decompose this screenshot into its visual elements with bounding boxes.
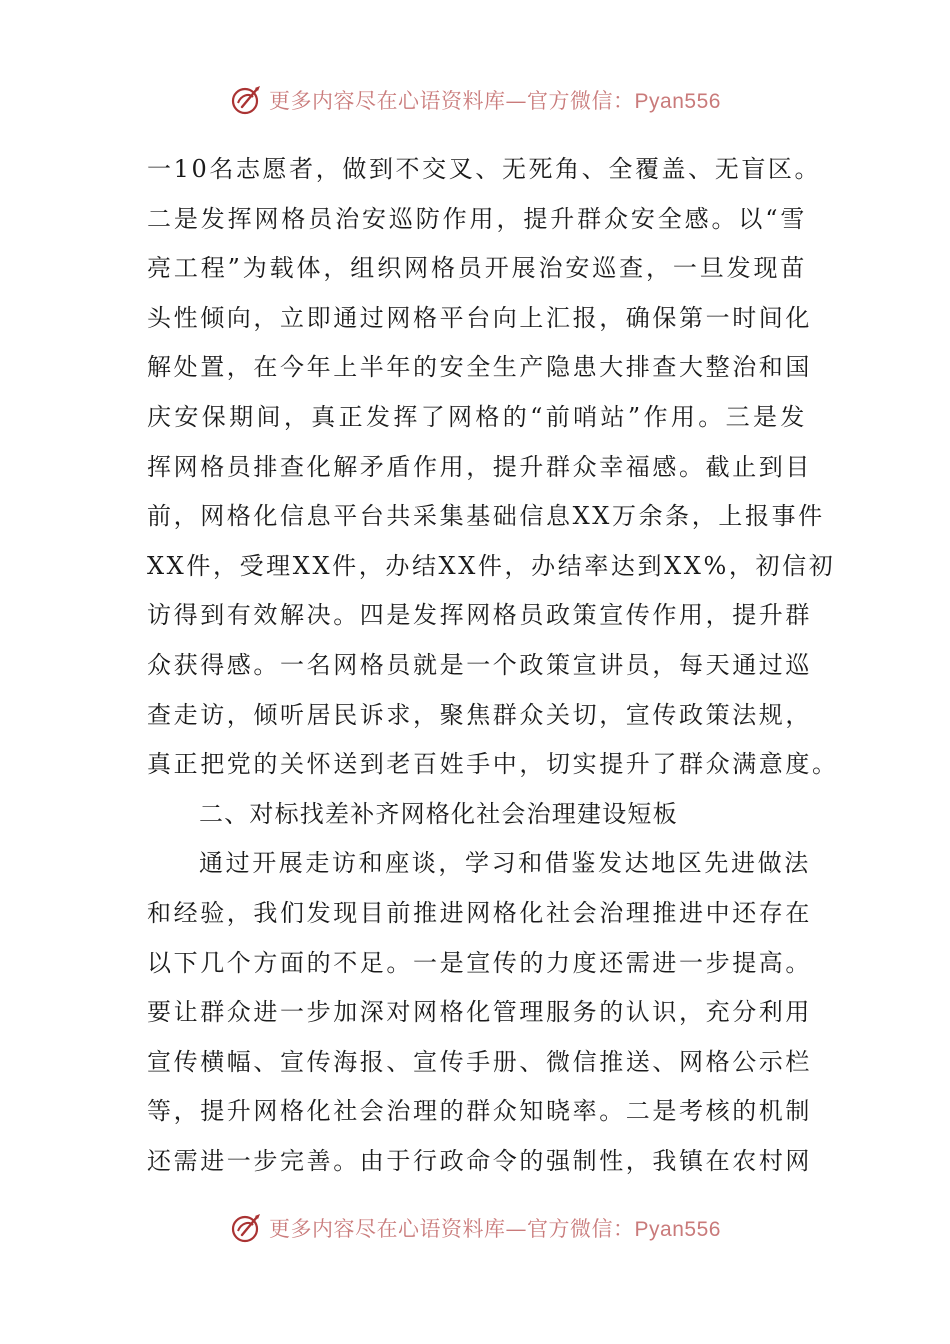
logo-icon — [229, 1211, 263, 1245]
text-line: 查走访，倾听居民诉求，聚焦群众关切，宣传政策法规， — [147, 700, 812, 729]
text-line: XX件，受理XX件，办结XX件，办结率达到XX%，初信初 — [147, 551, 836, 580]
text-line: 还需进一步完善。由于行政命令的强制性，我镇在农村网 — [147, 1146, 812, 1175]
text-line: 一10名志愿者，做到不交叉、无死角、全覆盖、无盲区。 — [147, 155, 822, 183]
text-line: 解处置，在今年上半年的安全生产隐患大排查大整治和国 — [147, 353, 812, 382]
text-line: 和经验，我们发现目前推进网格化社会治理推进中还存在 — [147, 898, 812, 927]
text-line: 前，网格化信息平台共采集基础信息XX万余条，上报事件 — [147, 502, 825, 531]
watermark-text — [269, 1213, 721, 1243]
logo-icon — [229, 83, 263, 117]
text-line: 庆安保期间，真正发挥了网格的“前哨站”作用。三是发 — [147, 402, 807, 431]
text-line: 真正把党的关怀送到老百姓手中，切实提升了群众满意度。 — [147, 750, 839, 779]
text-line: 头性倾向，立即通过网格平台向上汇报，确保第一时间化 — [147, 303, 812, 332]
text-line: 要让群众进一步加深对网格化管理服务的认识，充分利用 — [147, 998, 812, 1027]
watermark-label: 更多内容尽在心语资料库—官方微信： — [269, 89, 635, 113]
text-line: 访得到有效解决。四是发挥网格员政策宣传作用，提升群 — [147, 601, 812, 630]
watermark-label: 更多内容尽在心语资料库—官方微信： — [269, 1217, 635, 1241]
watermark-banner-top — [0, 78, 950, 122]
watermark-handle: Pyan556 — [634, 1218, 721, 1241]
section-heading: 二、对标找差补齐网格化社会治理建设短板 — [199, 799, 678, 828]
text-line: 二是发挥网格员治安巡防作用，提升群众安全感。以“雪 — [147, 204, 807, 233]
paragraph-first-line: 通过开展走访和座谈，学习和借鉴发达地区先进做法 — [199, 849, 811, 878]
text-line: 等，提升网格化社会治理的群众知晓率。二是考核的机制 — [147, 1097, 812, 1126]
watermark-text — [269, 85, 721, 115]
text-line: 众获得感。一名网格员就是一个政策宣讲员，每天通过巡 — [147, 650, 812, 679]
text-line: 宣传横幅、宣传海报、宣传手册、微信推送、网格公示栏 — [147, 1047, 812, 1076]
text-line: 以下几个方面的不足。一是宣传的力度还需进一步提高。 — [147, 948, 812, 977]
text-line: 挥网格员排查化解矛盾作用，提升群众幸福感。截止到目 — [147, 452, 812, 481]
watermark-handle: Pyan556 — [634, 90, 721, 113]
document-body — [147, 145, 839, 1186]
text-line: 亮工程”为载体，组织网格员开展治安巡查，一旦发现苗 — [147, 254, 807, 283]
watermark-banner-bottom — [0, 1206, 950, 1250]
